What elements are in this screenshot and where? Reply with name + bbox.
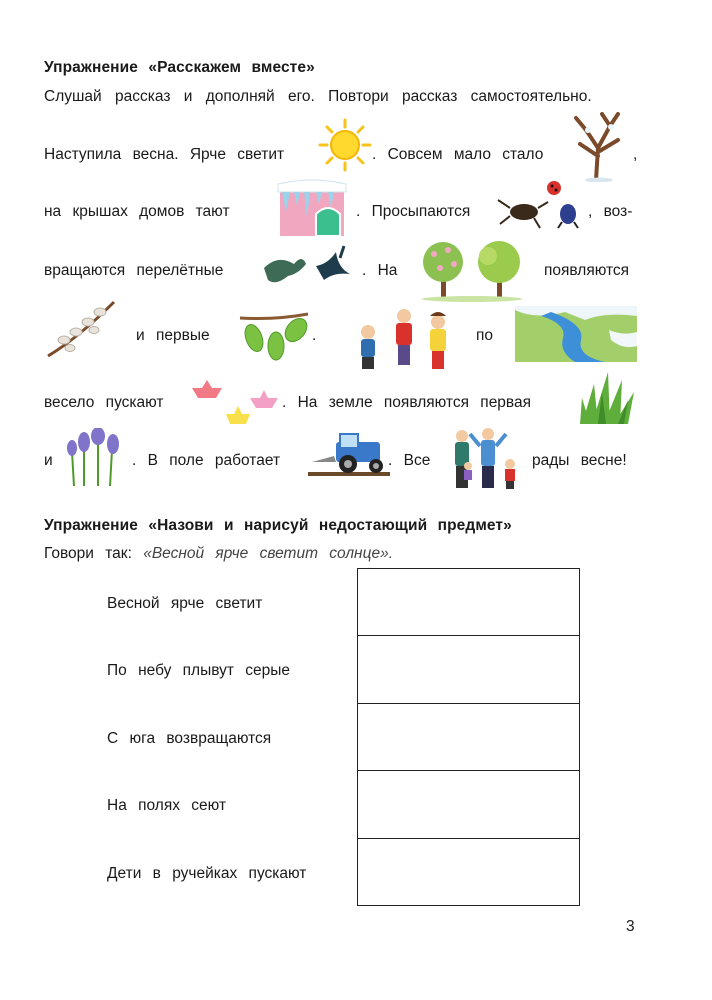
story-line6-c: . Все bbox=[388, 452, 431, 469]
story-line1-a: Наступила весна. Ярче светит bbox=[44, 146, 285, 163]
blossom-trees-icon bbox=[418, 238, 526, 302]
exercise1-instruction: Слушай рассказ и дополняй его. Повтори рассказ самостоятельно. bbox=[44, 88, 592, 105]
sentence-row-5: Дети в ручейках пускают bbox=[107, 865, 307, 882]
story-line1-c: , bbox=[633, 146, 638, 163]
drawing-cell[interactable] bbox=[358, 771, 579, 838]
stream-icon bbox=[515, 306, 637, 362]
willow-catkins-icon bbox=[44, 298, 118, 360]
beetles-icon bbox=[494, 178, 584, 232]
story-line2-a: на крышах домов тают bbox=[44, 203, 230, 220]
story-line2-b: . Просыпаются bbox=[356, 203, 471, 220]
sentence-row-4: На полях сеют bbox=[107, 797, 227, 814]
story-line3-b: . На bbox=[362, 262, 398, 279]
grass-icon bbox=[578, 372, 636, 424]
story-line6-a: и bbox=[44, 452, 53, 469]
example-sentence: «Весной ярче светит солнце». bbox=[143, 545, 393, 562]
leaves-icon bbox=[236, 306, 312, 368]
story-line3-c: появляются bbox=[544, 262, 630, 279]
story-line3-a: вращаются перелётные bbox=[44, 262, 224, 279]
drawing-cell[interactable] bbox=[358, 569, 579, 636]
drawing-grid bbox=[357, 568, 580, 906]
family-icon bbox=[448, 426, 524, 490]
drawing-cell[interactable] bbox=[358, 704, 579, 771]
paper-boats-icon bbox=[192, 380, 282, 430]
story-line5-b: . На земле появляются первая bbox=[282, 394, 532, 411]
drawing-cell[interactable] bbox=[358, 636, 579, 703]
story-line6-d: рады весне! bbox=[532, 452, 627, 469]
story-line4-b: . bbox=[312, 327, 317, 344]
drawing-cell[interactable] bbox=[358, 839, 579, 905]
page-number: 3 bbox=[626, 918, 635, 935]
children-icon bbox=[356, 302, 456, 372]
story-line1-b: . Совсем мало стало bbox=[372, 146, 544, 163]
sentence-row-1: Весной ярче светит bbox=[107, 595, 263, 612]
bare-tree-icon bbox=[566, 108, 632, 182]
crocus-flowers-icon bbox=[64, 428, 128, 486]
icicles-icon bbox=[276, 178, 348, 238]
exercise1-title: Упражнение «Расскажем вместе» bbox=[44, 59, 315, 76]
story-line5-a: весело пускают bbox=[44, 394, 164, 411]
instruction-prefix: Говори так: bbox=[44, 545, 132, 562]
sentence-row-3: С юга возвращаются bbox=[107, 730, 272, 747]
story-line2-c: , воз- bbox=[588, 203, 633, 220]
sentence-row-2: По небу плывут серые bbox=[107, 662, 291, 679]
birds-icon bbox=[258, 240, 354, 296]
story-line4-c: по bbox=[476, 327, 494, 344]
story-line6-b: . В поле работает bbox=[132, 452, 281, 469]
exercise2-instruction bbox=[44, 545, 393, 563]
exercise2-title: Упражнение «Назови и нарисуй недостающий предмет» bbox=[44, 517, 512, 534]
story-line4-a: и первые bbox=[136, 327, 210, 344]
sun-icon bbox=[318, 118, 372, 172]
tractor-icon bbox=[308, 432, 390, 476]
